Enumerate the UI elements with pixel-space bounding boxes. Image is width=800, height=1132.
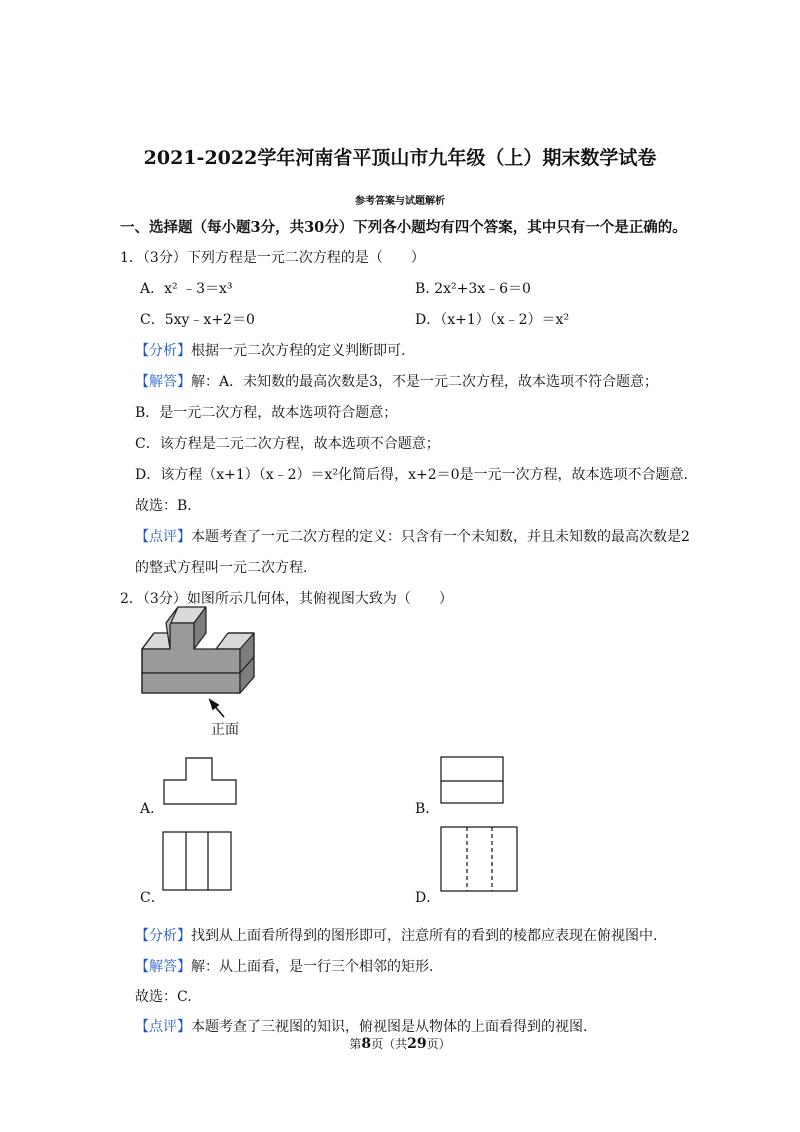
q2-option-d-figure	[440, 826, 520, 894]
q1-analysis-text: 根据一元二次方程的定义判断即可.	[191, 343, 406, 359]
q1-option-c: C．5xy﹣x+2＝0	[140, 312, 255, 328]
q1-solution-line-1: 解：A．未知数的最高次数是3，不是一元二次方程，故本选项不符合题意；	[191, 374, 659, 390]
q2-solution	[135, 956, 433, 976]
q1-analysis	[135, 340, 405, 360]
q1-solution-line-2: B．是一元二次方程，故本选项符合题意；	[135, 405, 398, 421]
q1-comment	[135, 526, 690, 546]
q2-analysis	[135, 925, 657, 945]
q2-option-b-figure	[440, 756, 506, 806]
q2-comment	[135, 1016, 587, 1036]
q1-option-d: D．（x+1）（x﹣2）＝x²	[415, 312, 570, 328]
q1-solution-line-3: C．该方程是二元二次方程，故本选项不合题意；	[135, 436, 440, 452]
footer-page-number: 8	[361, 1036, 372, 1052]
solution-tag: 【解答】	[135, 959, 191, 975]
footer-prefix: 第	[349, 1037, 362, 1051]
q2-option-c-label: C．	[140, 890, 165, 906]
q2-option-b-label: B．	[415, 801, 440, 817]
q2-solution-text: 解：从上面看，是一行三个相邻的矩形.	[191, 959, 434, 975]
q2-option-c-figure	[162, 831, 234, 893]
q2-answer: 故选：C.	[135, 989, 192, 1005]
q1-stem: 1．（3分）下列方程是一元二次方程的是（ ）	[120, 250, 425, 266]
q1-solution-line-4: D．该方程（x+1）（x﹣2）＝x²化简后得，x+2＝0是一元一次方程，故本选项不合题意.	[135, 467, 688, 483]
front-label: 正面	[211, 722, 239, 738]
page-footer	[0, 1035, 800, 1052]
footer-mid: 页（共	[371, 1037, 408, 1051]
page-subtitle: 参考答案与试题解析	[355, 196, 445, 207]
page-title: 2021-2022学年河南省平顶山市九年级（上）期末数学试卷	[143, 147, 657, 169]
q2-option-d-label: D．	[415, 890, 441, 906]
analysis-tag: 【分析】	[135, 343, 191, 359]
solid-figure	[140, 605, 270, 745]
q1-option-a: A．x² ﹣3＝x³	[140, 281, 233, 297]
q1-comment-line-2: 的整式方程叫一元二次方程.	[135, 560, 308, 576]
section-heading: 一、选择题（每小题3分，共30分）下列各小题均有四个答案，其中只有一个是正确的。	[120, 219, 687, 236]
q1-option-b: B. 2x²+3x﹣6＝0	[415, 281, 531, 297]
q1-comment-line-1: 本题考查了一元二次方程的定义：只含有一个未知数，并且未知数的最高次数是2	[191, 529, 690, 545]
comment-tag: 【点评】	[135, 1019, 191, 1035]
q2-analysis-text: 找到从上面看所得到的图形即可，注意所有的看到的棱都应表现在俯视图中.	[191, 928, 658, 944]
comment-tag: 【点评】	[135, 529, 191, 545]
solution-tag: 【解答】	[135, 374, 191, 390]
q2-comment-text: 本题考查了三视图的知识，俯视图是从物体的上面看得到的视图.	[191, 1019, 588, 1035]
q2-stem: 2．（3分）如图所示几何体，其俯视图大致为（ ）	[120, 591, 453, 607]
q2-option-a-figure	[162, 756, 242, 808]
analysis-tag: 【分析】	[135, 928, 191, 944]
q1-solution	[135, 371, 658, 391]
q2-option-a-label: A．	[140, 801, 165, 817]
footer-suffix: 页）	[426, 1037, 451, 1051]
footer-total-pages: 29	[407, 1036, 427, 1052]
q1-answer: 故选：B.	[135, 498, 192, 514]
